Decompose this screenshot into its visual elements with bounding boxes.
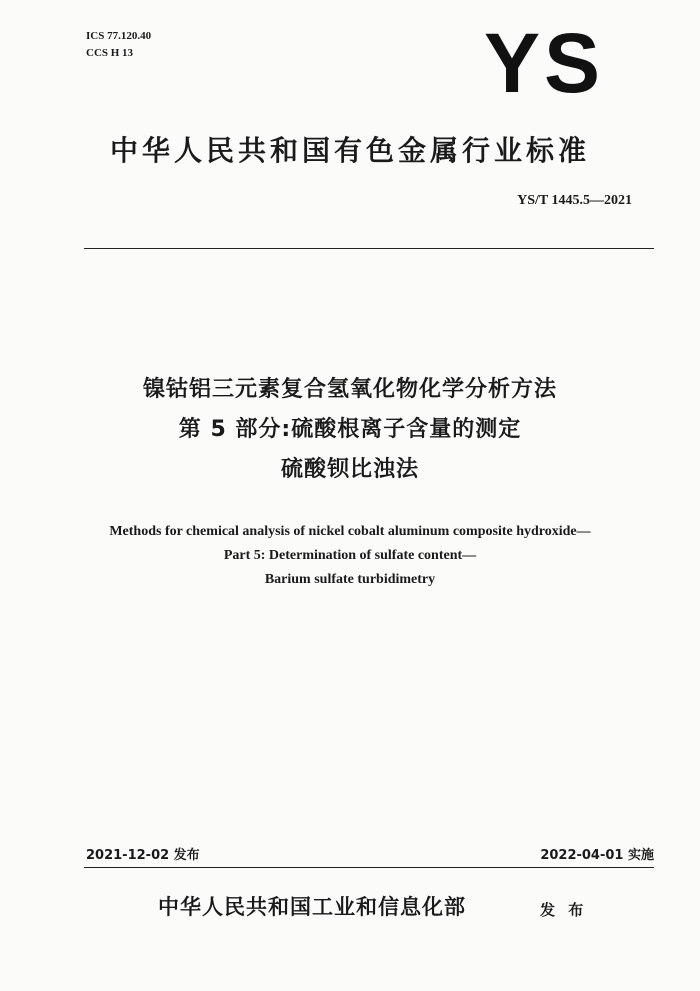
standard-category-title: 中华人民共和国有色金属行业标准: [109, 134, 590, 167]
ics-code: ICS 77.120.40: [86, 30, 152, 42]
implementation-date: 2022-04-01 实施: [540, 848, 654, 863]
ccs-code: CCS H 13: [86, 47, 134, 59]
english-title-line-2: Part 5: Determination of sulfate content—: [223, 548, 477, 563]
issuing-authority: 中华人民共和国工业和信息化部: [158, 894, 466, 919]
chinese-title-line-3: 硫酸钡比浊法: [280, 457, 419, 482]
chinese-title: [40, 370, 660, 490]
issue-label: 发 布: [540, 901, 588, 919]
publish-date: 2021-12-02 发布: [86, 848, 200, 863]
chinese-title-line-1: 镍钴铝三元素复合氢氧化物化学分析方法: [142, 377, 557, 402]
english-title-line-1: Methods for chemical analysis of nickel cobalt aluminum composite hydroxide—: [109, 524, 591, 539]
english-title-line-3: Barium sulfate turbidimetry: [264, 572, 436, 587]
standard-number: YS/T 1445.5—2021: [517, 193, 632, 208]
top-divider: [84, 248, 654, 249]
ys-logo: YS: [484, 16, 605, 110]
bottom-divider: [84, 867, 654, 868]
english-title: [40, 520, 660, 592]
chinese-title-line-2: 第 5 部分:硫酸根离子含量的测定: [178, 417, 522, 442]
